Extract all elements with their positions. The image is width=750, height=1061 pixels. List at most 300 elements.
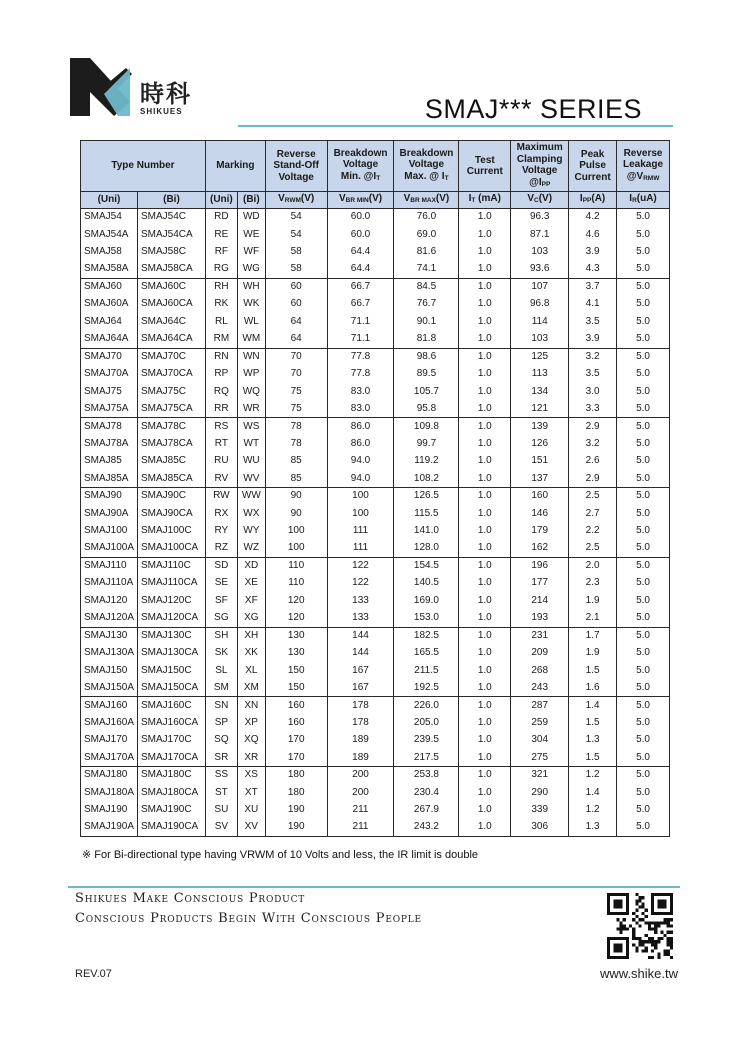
cell-vbr-max: 98.6 <box>394 348 459 365</box>
cell-test-current: 1.0 <box>459 261 511 278</box>
cell-test-current: 1.0 <box>459 365 511 382</box>
cell-marking-uni: SK <box>205 644 237 661</box>
cell-type-bi: SMAJ150C <box>137 662 205 679</box>
header-breakdown-max: Breakdown Voltage Max. @ $I_T$ <box>394 141 459 192</box>
cell-peak-pulse-current: 4.1 <box>569 296 617 313</box>
cell-type-bi: SMAJ85CA <box>137 470 205 487</box>
cell-reverse-leakage: 5.0 <box>617 784 670 801</box>
cell-marking-uni: RF <box>205 243 237 260</box>
cell-vbr-min: 64.4 <box>327 243 394 260</box>
cell-test-current: 1.0 <box>459 540 511 557</box>
table-row <box>81 383 670 400</box>
cell-reverse-leakage: 5.0 <box>617 470 670 487</box>
cell-reverse-leakage: 5.0 <box>617 261 670 278</box>
cell-clamping-voltage: 107 <box>511 278 569 295</box>
cell-peak-pulse-current: 2.5 <box>569 540 617 557</box>
cell-peak-pulse-current: 3.9 <box>569 243 617 260</box>
cell-vrwm: 90 <box>265 488 327 505</box>
cell-vrwm: 78 <box>265 418 327 435</box>
cell-vbr-min: 60.0 <box>327 209 394 226</box>
cell-vbr-max: 165.5 <box>394 644 459 661</box>
cell-vbr-min: 100 <box>327 488 394 505</box>
table-row <box>81 278 670 295</box>
table-row <box>81 662 670 679</box>
cell-reverse-leakage: 5.0 <box>617 278 670 295</box>
cell-reverse-leakage: 5.0 <box>617 296 670 313</box>
cell-marking-uni: RS <box>205 418 237 435</box>
spec-table-body <box>81 209 670 837</box>
cell-vbr-min: 71.1 <box>327 331 394 348</box>
table-row <box>81 801 670 818</box>
cell-clamping-voltage: 137 <box>511 470 569 487</box>
cell-type-bi: SMAJ54CA <box>137 226 205 243</box>
cell-peak-pulse-current: 1.5 <box>569 662 617 679</box>
cell-marking-uni: RD <box>205 209 237 226</box>
cell-peak-pulse-current: 3.5 <box>569 365 617 382</box>
cell-reverse-leakage: 5.0 <box>617 767 670 784</box>
cell-peak-pulse-current: 4.2 <box>569 209 617 226</box>
title-divider <box>238 125 673 127</box>
table-row <box>81 697 670 714</box>
cell-vbr-min: 122 <box>327 575 394 592</box>
cell-test-current: 1.0 <box>459 278 511 295</box>
cell-vbr-min: 200 <box>327 767 394 784</box>
cell-type-uni: SMAJ75 <box>81 383 138 400</box>
cell-marking-uni: RT <box>205 435 237 452</box>
cell-marking-bi: WU <box>237 453 265 470</box>
cell-peak-pulse-current: 2.7 <box>569 505 617 522</box>
cell-clamping-voltage: 304 <box>511 732 569 749</box>
cell-type-uni: SMAJ60A <box>81 296 138 313</box>
table-row <box>81 627 670 644</box>
cell-vbr-max: 154.5 <box>394 557 459 574</box>
cell-test-current: 1.0 <box>459 488 511 505</box>
cell-clamping-voltage: 114 <box>511 313 569 330</box>
cell-type-bi: SMAJ170C <box>137 732 205 749</box>
cell-type-bi: SMAJ90C <box>137 488 205 505</box>
cell-type-uni: SMAJ75A <box>81 400 138 417</box>
cell-peak-pulse-current: 2.2 <box>569 522 617 539</box>
cell-test-current: 1.0 <box>459 226 511 243</box>
table-row <box>81 592 670 609</box>
cell-vrwm: 190 <box>265 801 327 818</box>
cell-peak-pulse-current: 1.6 <box>569 679 617 696</box>
cell-vbr-min: 71.1 <box>327 313 394 330</box>
cell-test-current: 1.0 <box>459 435 511 452</box>
table-row <box>81 575 670 592</box>
cell-type-uni: SMAJ70 <box>81 348 138 365</box>
cell-type-bi: SMAJ180C <box>137 767 205 784</box>
cell-type-bi: SMAJ78C <box>137 418 205 435</box>
cell-vrwm: 100 <box>265 522 327 539</box>
cell-marking-bi: WL <box>237 313 265 330</box>
cell-vrwm: 85 <box>265 453 327 470</box>
cell-test-current: 1.0 <box>459 767 511 784</box>
cell-type-uni: SMAJ160A <box>81 714 138 731</box>
table-row <box>81 819 670 836</box>
cell-reverse-leakage: 5.0 <box>617 383 670 400</box>
cell-vbr-max: 89.5 <box>394 365 459 382</box>
cell-vbr-max: 128.0 <box>394 540 459 557</box>
cell-test-current: 1.0 <box>459 627 511 644</box>
cell-clamping-voltage: 103 <box>511 243 569 260</box>
cell-vbr-min: 167 <box>327 662 394 679</box>
cell-reverse-leakage: 5.0 <box>617 749 670 766</box>
cell-clamping-voltage: 177 <box>511 575 569 592</box>
table-row <box>81 470 670 487</box>
cell-reverse-leakage: 5.0 <box>617 522 670 539</box>
cell-test-current: 1.0 <box>459 784 511 801</box>
cell-reverse-leakage: 5.0 <box>617 801 670 818</box>
cell-type-bi: SMAJ64C <box>137 313 205 330</box>
cell-marking-bi: WD <box>237 209 265 226</box>
header-breakdown-min: Breakdown Voltage Min. $@I_T$ <box>327 141 394 192</box>
cell-marking-bi: WP <box>237 365 265 382</box>
cell-marking-bi: WH <box>237 278 265 295</box>
cell-peak-pulse-current: 1.5 <box>569 714 617 731</box>
table-row <box>81 505 670 522</box>
cell-test-current: 1.0 <box>459 662 511 679</box>
cell-marking-bi: WR <box>237 400 265 417</box>
cell-clamping-voltage: 126 <box>511 435 569 452</box>
cell-test-current: 1.0 <box>459 453 511 470</box>
cell-vrwm: 170 <box>265 749 327 766</box>
cell-test-current: 1.0 <box>459 575 511 592</box>
cell-reverse-leakage: 5.0 <box>617 819 670 836</box>
cell-vbr-min: 86.0 <box>327 418 394 435</box>
cell-peak-pulse-current: 1.4 <box>569 697 617 714</box>
cell-clamping-voltage: 125 <box>511 348 569 365</box>
cell-peak-pulse-current: 1.3 <box>569 732 617 749</box>
cell-type-bi: SMAJ60C <box>137 278 205 295</box>
cell-type-bi: SMAJ58C <box>137 243 205 260</box>
cell-reverse-leakage: 5.0 <box>617 697 670 714</box>
cell-type-bi: SMAJ160CA <box>137 714 205 731</box>
cell-type-bi: SMAJ54C <box>137 209 205 226</box>
cell-vbr-max: 109.8 <box>394 418 459 435</box>
cell-clamping-voltage: 339 <box>511 801 569 818</box>
cell-clamping-voltage: 93.6 <box>511 261 569 278</box>
cell-clamping-voltage: 179 <box>511 522 569 539</box>
qr-code-icon <box>607 893 673 959</box>
header-marking: Marking <box>205 141 265 192</box>
cell-type-uni: SMAJ120A <box>81 610 138 627</box>
table-row <box>81 540 670 557</box>
cell-peak-pulse-current: 3.2 <box>569 435 617 452</box>
cell-vbr-min: 211 <box>327 801 394 818</box>
cell-vbr-min: 133 <box>327 610 394 627</box>
cell-type-uni: SMAJ64 <box>81 313 138 330</box>
cell-test-current: 1.0 <box>459 732 511 749</box>
cell-vbr-max: 169.0 <box>394 592 459 609</box>
cell-peak-pulse-current: 2.5 <box>569 488 617 505</box>
table-row <box>81 296 670 313</box>
cell-reverse-leakage: 5.0 <box>617 243 670 260</box>
cell-reverse-leakage: 5.0 <box>617 627 670 644</box>
table-row <box>81 348 670 365</box>
cell-peak-pulse-current: 3.0 <box>569 383 617 400</box>
cell-marking-uni: RX <box>205 505 237 522</box>
cell-peak-pulse-current: 1.9 <box>569 592 617 609</box>
table-row <box>81 767 670 784</box>
cell-reverse-leakage: 5.0 <box>617 714 670 731</box>
cell-vrwm: 130 <box>265 627 327 644</box>
cell-clamping-voltage: 103 <box>511 331 569 348</box>
cell-type-uni: SMAJ64A <box>81 331 138 348</box>
cell-vbr-max: 182.5 <box>394 627 459 644</box>
cell-clamping-voltage: 87.1 <box>511 226 569 243</box>
cell-type-uni: SMAJ85 <box>81 453 138 470</box>
cell-vbr-max: 217.5 <box>394 749 459 766</box>
cell-test-current: 1.0 <box>459 209 511 226</box>
table-row <box>81 435 670 452</box>
cell-test-current: 1.0 <box>459 697 511 714</box>
cell-vbr-min: 83.0 <box>327 383 394 400</box>
cell-type-bi: SMAJ64CA <box>137 331 205 348</box>
cell-marking-uni: SU <box>205 801 237 818</box>
cell-vbr-min: 77.8 <box>327 348 394 365</box>
cell-marking-uni: SR <box>205 749 237 766</box>
cell-marking-bi: XV <box>237 819 265 836</box>
cell-marking-bi: XL <box>237 662 265 679</box>
slogan-line-2: Conscious Products Begin With Conscious People <box>75 911 422 926</box>
cell-test-current: 1.0 <box>459 749 511 766</box>
cell-vbr-max: 69.0 <box>394 226 459 243</box>
cell-marking-bi: XH <box>237 627 265 644</box>
cell-vbr-max: 74.1 <box>394 261 459 278</box>
cell-type-uni: SMAJ180A <box>81 784 138 801</box>
cell-marking-bi: WM <box>237 331 265 348</box>
cell-vrwm: 58 <box>265 261 327 278</box>
cell-vbr-min: 178 <box>327 714 394 731</box>
cell-type-uni: SMAJ78A <box>81 435 138 452</box>
cell-vbr-min: 200 <box>327 784 394 801</box>
cell-vrwm: 60 <box>265 296 327 313</box>
cell-reverse-leakage: 5.0 <box>617 331 670 348</box>
cell-marking-bi: WE <box>237 226 265 243</box>
cell-test-current: 1.0 <box>459 296 511 313</box>
table-row <box>81 261 670 278</box>
cell-marking-uni: RU <box>205 453 237 470</box>
cell-clamping-voltage: 96.3 <box>511 209 569 226</box>
cell-test-current: 1.0 <box>459 505 511 522</box>
cell-type-uni: SMAJ54 <box>81 209 138 226</box>
table-row <box>81 418 670 435</box>
cell-type-uni: SMAJ110A <box>81 575 138 592</box>
cell-reverse-leakage: 5.0 <box>617 557 670 574</box>
cell-reverse-leakage: 5.0 <box>617 226 670 243</box>
cell-marking-bi: WT <box>237 435 265 452</box>
cell-marking-bi: XG <box>237 610 265 627</box>
cell-marking-bi: WQ <box>237 383 265 400</box>
cell-marking-uni: RH <box>205 278 237 295</box>
header-row <box>81 141 670 192</box>
cell-vbr-max: 253.8 <box>394 767 459 784</box>
cell-vbr-min: 178 <box>327 697 394 714</box>
cell-test-current: 1.0 <box>459 383 511 400</box>
table-row <box>81 732 670 749</box>
cell-vbr-min: 111 <box>327 540 394 557</box>
cell-marking-bi: XU <box>237 801 265 818</box>
cell-vrwm: 58 <box>265 243 327 260</box>
cell-type-uni: SMAJ150 <box>81 662 138 679</box>
cell-peak-pulse-current: 4.3 <box>569 261 617 278</box>
cell-test-current: 1.0 <box>459 400 511 417</box>
cell-type-uni: SMAJ70A <box>81 365 138 382</box>
cell-vbr-max: 90.1 <box>394 313 459 330</box>
cell-marking-uni: RK <box>205 296 237 313</box>
cell-vrwm: 180 <box>265 767 327 784</box>
header-max-clamping: Maximum Clamping Voltage $@I_{PP}$ <box>511 141 569 192</box>
website-link[interactable]: www.shike.tw <box>600 966 679 981</box>
cell-type-bi: SMAJ85C <box>137 453 205 470</box>
cell-vbr-min: 189 <box>327 749 394 766</box>
cell-test-current: 1.0 <box>459 313 511 330</box>
table-row <box>81 453 670 470</box>
cell-marking-bi: WZ <box>237 540 265 557</box>
cell-type-uni: SMAJ60 <box>81 278 138 295</box>
cell-type-uni: SMAJ130 <box>81 627 138 644</box>
cell-peak-pulse-current: 1.2 <box>569 767 617 784</box>
cell-marking-bi: XM <box>237 679 265 696</box>
unit-vrwm: $V_{RWM}(V)$ <box>265 192 327 209</box>
cell-peak-pulse-current: 3.9 <box>569 331 617 348</box>
cell-reverse-leakage: 5.0 <box>617 644 670 661</box>
cell-peak-pulse-current: 3.3 <box>569 400 617 417</box>
cell-marking-uni: RR <box>205 400 237 417</box>
cell-clamping-voltage: 160 <box>511 488 569 505</box>
cell-clamping-voltage: 151 <box>511 453 569 470</box>
cell-test-current: 1.0 <box>459 801 511 818</box>
units-row <box>81 192 670 209</box>
cell-vrwm: 180 <box>265 784 327 801</box>
cell-vbr-max: 267.9 <box>394 801 459 818</box>
cell-marking-uni: RY <box>205 522 237 539</box>
cell-clamping-voltage: 275 <box>511 749 569 766</box>
cell-marking-uni: SF <box>205 592 237 609</box>
cell-type-uni: SMAJ170 <box>81 732 138 749</box>
cell-type-uni: SMAJ150A <box>81 679 138 696</box>
cell-marking-uni: SM <box>205 679 237 696</box>
cell-vbr-max: 205.0 <box>394 714 459 731</box>
cell-reverse-leakage: 5.0 <box>617 365 670 382</box>
cell-vbr-max: 95.8 <box>394 400 459 417</box>
cell-clamping-voltage: 139 <box>511 418 569 435</box>
cell-clamping-voltage: 96.8 <box>511 296 569 313</box>
revision-label: REV.07 <box>75 968 112 980</box>
cell-clamping-voltage: 321 <box>511 767 569 784</box>
table-row <box>81 209 670 226</box>
cell-marking-bi: XD <box>237 557 265 574</box>
brand-name-en: SHIKUES <box>140 107 183 116</box>
cell-marking-bi: XE <box>237 575 265 592</box>
header-reverse-standoff: Reverse Stand-Off Voltage <box>265 141 327 192</box>
cell-type-bi: SMAJ130C <box>137 627 205 644</box>
cell-vbr-max: 239.5 <box>394 732 459 749</box>
cell-marking-uni: RW <box>205 488 237 505</box>
cell-marking-uni: SP <box>205 714 237 731</box>
cell-type-uni: SMAJ180 <box>81 767 138 784</box>
cell-marking-uni: RE <box>205 226 237 243</box>
table-row <box>81 400 670 417</box>
cell-test-current: 1.0 <box>459 644 511 661</box>
cell-vrwm: 150 <box>265 662 327 679</box>
unit-uni: (Uni) <box>81 192 138 209</box>
cell-vrwm: 150 <box>265 679 327 696</box>
cell-marking-bi: WS <box>237 418 265 435</box>
cell-marking-uni: SV <box>205 819 237 836</box>
cell-test-current: 1.0 <box>459 592 511 609</box>
table-row <box>81 243 670 260</box>
cell-vrwm: 70 <box>265 365 327 382</box>
header-peak-pulse: Peak Pulse Current <box>569 141 617 192</box>
cell-type-uni: SMAJ110 <box>81 557 138 574</box>
cell-type-uni: SMAJ190A <box>81 819 138 836</box>
cell-test-current: 1.0 <box>459 714 511 731</box>
cell-type-bi: SMAJ130CA <box>137 644 205 661</box>
table-row <box>81 714 670 731</box>
spec-table <box>80 140 670 837</box>
cell-vbr-min: 66.7 <box>327 278 394 295</box>
cell-vrwm: 75 <box>265 383 327 400</box>
cell-reverse-leakage: 5.0 <box>617 575 670 592</box>
cell-type-bi: SMAJ78CA <box>137 435 205 452</box>
cell-vrwm: 110 <box>265 557 327 574</box>
cell-vbr-min: 83.0 <box>327 400 394 417</box>
cell-vbr-min: 77.8 <box>327 365 394 382</box>
unit-ir: $I_R(uA)$ <box>617 192 670 209</box>
cell-test-current: 1.0 <box>459 557 511 574</box>
cell-test-current: 1.0 <box>459 679 511 696</box>
cell-test-current: 1.0 <box>459 331 511 348</box>
cell-peak-pulse-current: 4.6 <box>569 226 617 243</box>
cell-vbr-max: 141.0 <box>394 522 459 539</box>
cell-vbr-min: 144 <box>327 627 394 644</box>
cell-test-current: 1.0 <box>459 418 511 435</box>
cell-reverse-leakage: 5.0 <box>617 592 670 609</box>
cell-marking-uni: SL <box>205 662 237 679</box>
cell-clamping-voltage: 306 <box>511 819 569 836</box>
cell-vbr-max: 76.0 <box>394 209 459 226</box>
cell-clamping-voltage: 268 <box>511 662 569 679</box>
cell-peak-pulse-current: 2.9 <box>569 470 617 487</box>
table-row <box>81 644 670 661</box>
footnote: ※ For Bi-directional type having VRWM of 10 Volts and less, the IR limit is double <box>82 849 479 861</box>
cell-marking-bi: WX <box>237 505 265 522</box>
cell-type-bi: SMAJ90CA <box>137 505 205 522</box>
cell-type-bi: SMAJ170CA <box>137 749 205 766</box>
cell-type-uni: SMAJ120 <box>81 592 138 609</box>
unit-vbr-max: $V_{BR MAX}(V)$ <box>394 192 459 209</box>
cell-peak-pulse-current: 1.5 <box>569 749 617 766</box>
cell-marking-bi: WY <box>237 522 265 539</box>
cell-marking-uni: SD <box>205 557 237 574</box>
unit-ipp: $I_{PP}(A)$ <box>569 192 617 209</box>
cell-vbr-min: 94.0 <box>327 453 394 470</box>
cell-vbr-max: 81.8 <box>394 331 459 348</box>
table-row <box>81 784 670 801</box>
cell-type-bi: SMAJ110CA <box>137 575 205 592</box>
cell-peak-pulse-current: 2.3 <box>569 575 617 592</box>
table-row <box>81 226 670 243</box>
cell-peak-pulse-current: 2.9 <box>569 418 617 435</box>
cell-peak-pulse-current: 1.3 <box>569 819 617 836</box>
cell-vrwm: 90 <box>265 505 327 522</box>
cell-marking-uni: SQ <box>205 732 237 749</box>
cell-marking-uni: SH <box>205 627 237 644</box>
cell-type-bi: SMAJ160C <box>137 697 205 714</box>
cell-type-bi: SMAJ120CA <box>137 610 205 627</box>
